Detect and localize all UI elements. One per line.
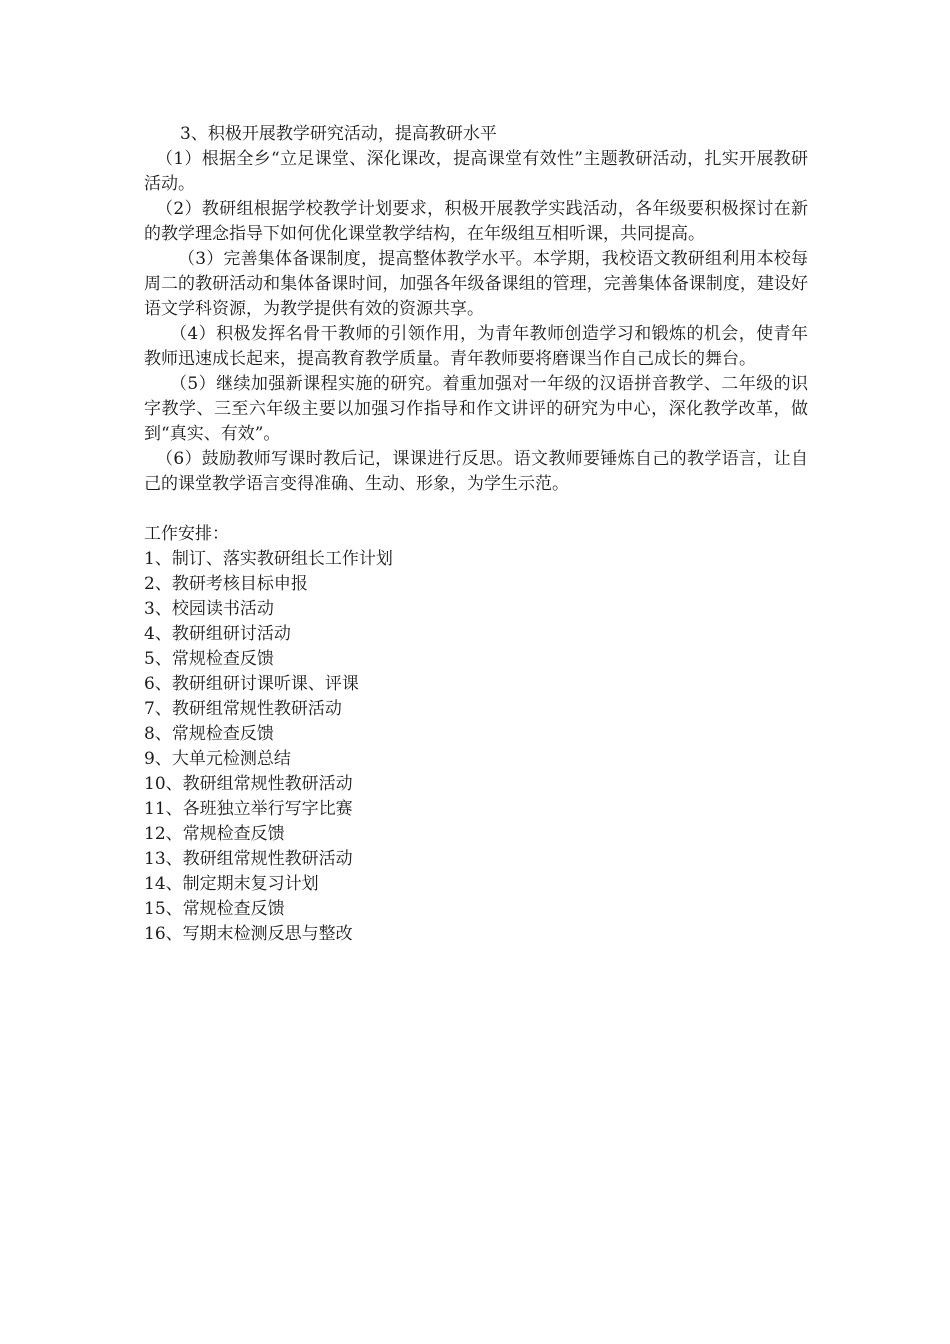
blank-line (144, 497, 808, 522)
plan-list (144, 547, 808, 947)
paragraph-2: （2）教研组根据学校教学计划要求，积极开展教学实践活动，各年级要积极探讨在新的教学理念指导下如何优化课堂教学结构，在年级组互相听课，共同提高。 (144, 199, 808, 244)
plan-item: 9、大单元检测总结 (144, 749, 291, 769)
document-page (144, 122, 808, 947)
plan-item: 6、教研组研讨课听课、评课 (144, 674, 359, 694)
section-heading: 3、积极开展教学研究活动，提高教研水平 (180, 124, 497, 144)
paragraph-1: （1）根据全乡“立足课堂、深化课改，提高课堂有效性”主题教研活动，扎实开展教研活动。 (144, 149, 808, 194)
paragraph-3: （3）完善集体备课制度，提高整体教学水平。本学期，我校语文教研组利用本校每周二的教研活动和集体备课时间，加强各年级备课组的管理，完善集体备课制度，建设好语文学科资源，为教学提供有效的资源共享。 (144, 249, 808, 319)
plan-item: 2、教研考核目标申报 (144, 574, 308, 594)
plan-item: 13、教研组常规性教研活动 (144, 849, 353, 869)
plan-item: 14、制定期末复习计划 (144, 874, 319, 894)
plan-item: 5、常规检查反馈 (144, 649, 274, 669)
paragraph-6: （6）鼓励教师写课时教后记，课课进行反思。语文教师要锤炼自己的教学语言，让自己的课堂教学语言变得准确、生动、形象，为学生示范。 (144, 449, 808, 494)
plan-item: 3、校园读书活动 (144, 599, 274, 619)
plan-item: 12、常规检查反馈 (144, 824, 285, 844)
plan-item: 7、教研组常规性教研活动 (144, 699, 342, 719)
plan-item: 4、教研组研讨活动 (144, 624, 291, 644)
plan-item: 16、写期末检测反思与整改 (144, 924, 353, 944)
plan-item: 8、常规检查反馈 (144, 724, 274, 744)
plan-title: 工作安排： (144, 524, 229, 544)
plan-item: 11、各班独立举行写字比赛 (144, 799, 353, 819)
plan-item: 1、制订、落实教研组长工作计划 (144, 549, 393, 569)
plan-item: 10、教研组常规性教研活动 (144, 774, 353, 794)
plan-item: 15、常规检查反馈 (144, 899, 285, 919)
paragraph-4: （4）积极发挥名骨干教师的引领作用，为青年教师创造学习和锻炼的机会，使青年教师迅速成长起来，提高教育教学质量。青年教师要将磨课当作自己成长的舞台。 (144, 324, 808, 369)
paragraph-5: （5）继续加强新课程实施的研究。着重加强对一年级的汉语拼音教学、二年级的识字教学、三至六年级主要以加强习作指导和作文讲评的研究为中心，深化教学改革，做到“真实、有效”。 (144, 374, 808, 444)
